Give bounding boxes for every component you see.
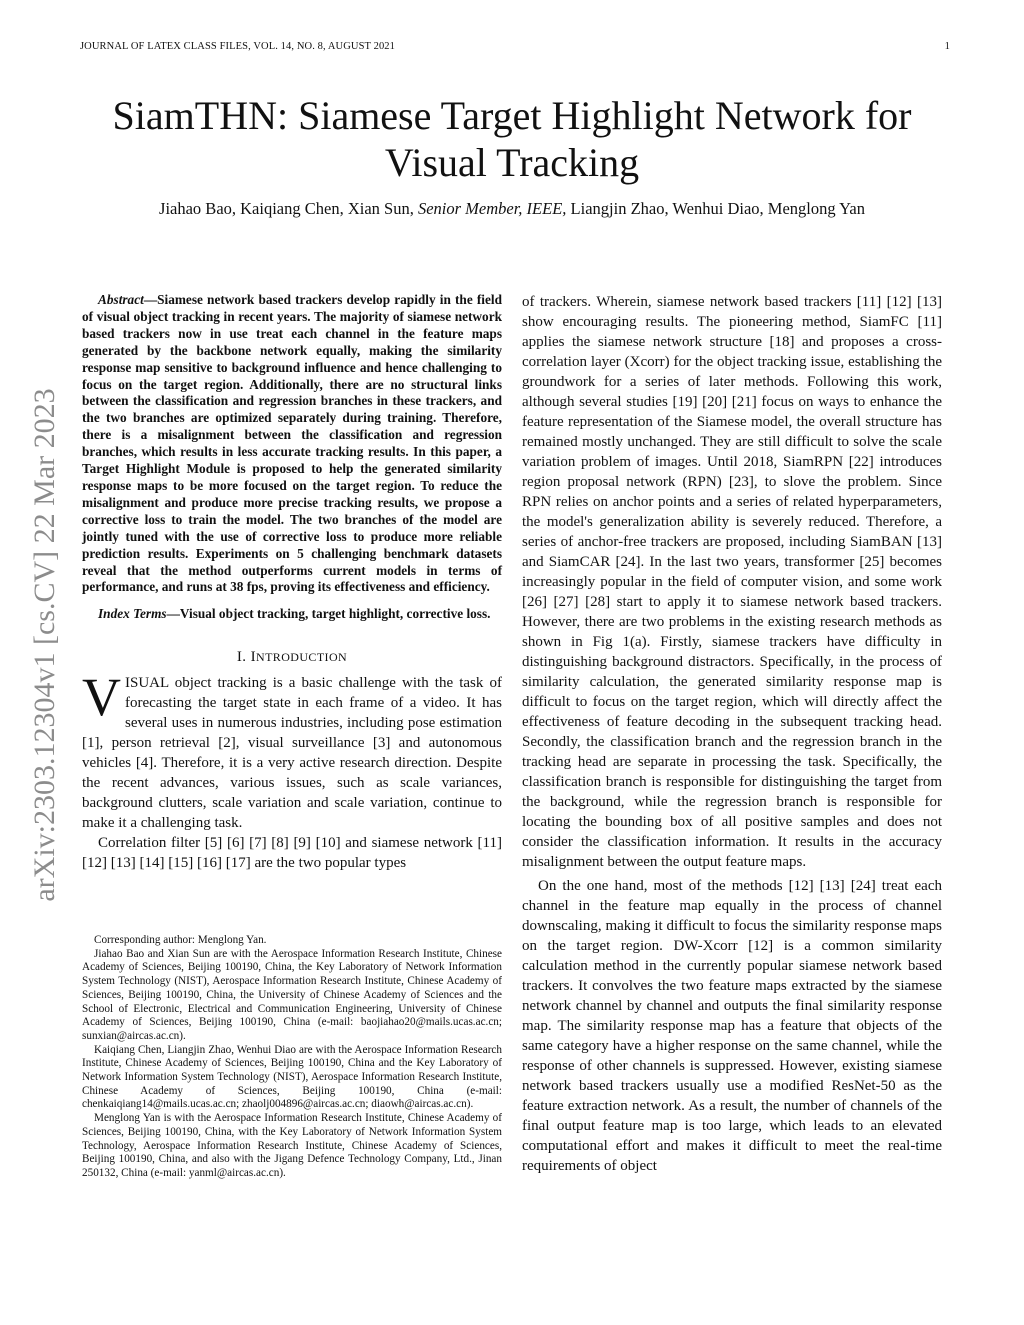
right-column (522, 292, 942, 1176)
index-terms-label: Index Terms (98, 606, 167, 622)
author-member-title: Senior Member, IEEE, (417, 199, 567, 218)
left-column (82, 292, 502, 873)
running-header (80, 41, 950, 57)
page-number: 1 (944, 41, 950, 52)
arxiv-identifier: arXiv:2303.12304v1 [cs.CV] 22 Mar 2023 (28, 388, 61, 902)
intro-p1-text: ISUAL object tracking is a basic challenge with the task of forecasting the target state in each frame of a video. It has several uses in numerous industries, including pose estimation [1], person retrieval [2], visual surveillance [3] and autonomous vehicles [4]. Therefore, it is a very active research direction. Despite the recent advances, various issues, such as scale variances, background clutters, scale variation and scale variation, continue to make it a challenging task. (82, 675, 502, 832)
index-terms-text: —Visual object tracking, target highlight, corrective loss. (166, 606, 491, 622)
intro-paragraph-1 (82, 667, 502, 833)
drop-cap: V (82, 667, 121, 728)
footnotes (82, 934, 502, 1181)
paper-title: SiamTHN: Siamese Target Highlight Network for Visual Tracking (112, 93, 912, 185)
authors-part-1: Jiahao Bao, Kaiqiang Chen, Xian Sun, (159, 199, 418, 218)
author-list (40, 199, 984, 219)
section-numeral: I. (236, 649, 251, 666)
abstract-text: —Siamese network based trackers develop rapidly in the field of visual object tracking in recent years. The majority of siamese network based trackers now in use treat each channel in the feature maps generated by the backbone network equally, making the similarity response map sensitive to background influence and hence challenging to focus on the target region. Additionally, there are no structural links between the classification and regression branches in these trackers, and the two branches are optimized separately during training. Therefore, there is a misalignment between the classification and regression branches, which results in less accurate tracking results. In this paper, a Target Highlight Module is proposed to help the generated similarity response maps to be more focused on the target region. To reduce the misalignment and produce more precise tracking results, we propose a corrective loss to train the model. The two branches of the model are jointly tuned with the use of corrective loss to produce more reliable prediction results. Experiments on 5 challenging benchmark datasets reveal that the method outperforms current models in terms of performance, and runs at 38 fps, proving its effectiveness and efficiency. (82, 292, 502, 595)
index-terms (82, 606, 502, 623)
intro-paragraph-2: Correlation filter [5] [6] [7] [8] [9] [10] and siamese network [11] [12] [13] [14] [15] [16] [17] are the two popular types (82, 835, 502, 872)
section-title-rest: NTRODUCTION (256, 650, 348, 665)
right-paragraph-2: On the one hand, most of the methods [12] [13] [24] treat each channel in the feature map equally in the process of channel downscaling, making it difficult to focus the similarity response maps on the target region. DW-Xcorr [12] is a common similarity calculation method in the currently popular siamese network based trackers. It convolves the two feature maps extracted by the siamese network channel by channel and outputs the final similarity response map. The similarity response map has a feature that objects of the same category have a higher response on the same channel, while the response of other channels is suppressed. However, existing siamese network based trackers usually use a modified ResNet-50 as the feature extraction network. As a result, the number of channels of the final output feature map is too large, which leads to an elevated computational effort and makes it difficult to meet the real-time requirements of object (522, 878, 942, 1174)
abstract-label: Abstract (98, 292, 144, 307)
authors-part-2: Liangjin Zhao, Wenhui Diao, Menglong Yan (566, 199, 865, 218)
abstract (82, 292, 502, 596)
affiliation-note-3: Menglong Yan is with the Aerospace Information Research Institute, Chinese Academy of Sciences, Beijing 100190, China, with the Key Laboratory of Network Information System Technology, Aerospace Information Research Institute, Chinese Academy of Sciences, Beijing 100190, China, and also with the Jigang Defence Technology Company, Ltd., Jinan 250132, China (e-mail: yanml@aircas.ac.cn). (82, 1112, 502, 1179)
section-initial: I (250, 649, 257, 666)
journal-name: JOURNAL OF LATEX CLASS FILES, VOL. 14, NO. 8, AUGUST 2021 (80, 41, 395, 52)
section-heading (82, 647, 502, 667)
corresponding-author-note: Corresponding author: Menglong Yan. (94, 934, 267, 946)
affiliation-note-1: Jiahao Bao and Xian Sun are with the Aerospace Information Research Institute, Chinese Academy of Sciences, Beijing 100190, China, the Key Laboratory of Network Information System Technology (NIST), Aerospace Information Research Institute, Chinese Academy of Sciences, Beijing 100190, China, the University of Chinese Academy of Sciences and the School of Electronic, Electrical and Communication Engineering, University of Chinese Academy of Sciences, Beijing 100190, China (e-mail: baojiahao20@mails.ucas.ac.cn; sunxian@aircas.ac.cn). (82, 947, 502, 1042)
affiliation-note-2: Kaiqiang Chen, Liangjin Zhao, Wenhui Diao are with the Aerospace Information Research Institute, Chinese Academy of Sciences, Beijing 100190, China and the Key Laboratory of Network Information System Technology (NIST), Aerospace Information Research Institute, Chinese Academy of Sciences, Beijing 100190, China (e-mail: chenkaiqiang14@mails.ucas.ac.cn; zhaolj004896@aircas.ac.cn; diaowh@aircas.ac.cn). (82, 1043, 502, 1111)
right-paragraph-1: of trackers. Wherein, siamese network based trackers [11] [12] [13] show encouraging results. The pioneering method, SiamFC [11] applies the siamese network structure [18] and proposes a cross-correlation layer (Xcorr) for the object tracking issue, establishing the groundwork for a series of later methods. Following this work, although several studies [19] [20] [21] focus on ways to enhance the feature representation of the Siamese model, the overall structure has remained mostly unchanged. They are still difficult to solve the scale variation problem of images. Until 2018, SiamRPN [22] introduces region proposal network (RPN) [23], to slove the problem. Since RPN relies on anchor points and a series of related hyperparameters, the model's generalization ability is severely reduced. Therefore, a series of anchor-free trackers are proposed, including SiamBAN [13] and SiamCAR [24]. In the last two years, transformer [25] becomes increasingly popular in the field of computer vision, and some work [26] [27] [28] start to apply it to siamese network based trackers. However, there are two problems in the existing research methods as shown in Fig 1(a). Firstly, siamese trackers have difficulty in distinguishing background distractors. Specifically, in the process of similarity calculation, the generated similarity response map is difficult to focus on the target region, which will directly affect the effectiveness of feature decoding in the subsequent tracking head. Secondly, the classification branch and the regression branch in the tracking head are separate in processing the task. Specifically, the classification branch is responsible for distinguishing the target from the background, while the regression branch is responsible for locating the bounding box of all positive samples and does not consider the classification information. It results in the accuracy misalignment between the output feature maps. (522, 294, 942, 870)
arxiv-sidebar (20, 345, 70, 945)
